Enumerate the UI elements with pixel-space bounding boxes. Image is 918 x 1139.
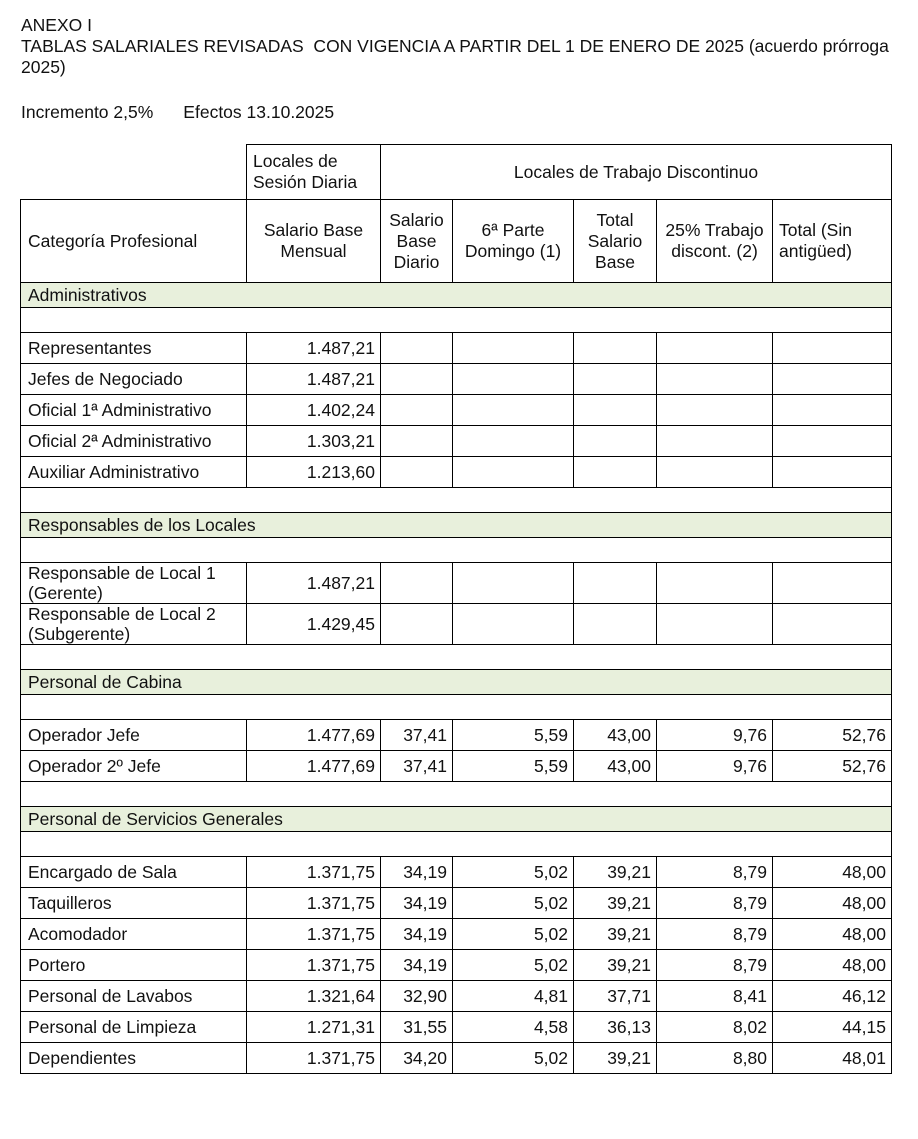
column-header-daily-base: Salario Base Diario (381, 200, 453, 283)
table-row (21, 333, 892, 364)
category-cell: Oficial 2ª Administrativo (21, 426, 247, 457)
total-cell: 48,00 (773, 888, 892, 919)
column-header-sunday-part: 6ª Parte Domingo (1) (453, 200, 574, 283)
category-cell: Operador Jefe (21, 720, 247, 751)
sunday-part-cell (453, 333, 574, 364)
sunday-part-cell: 4,81 (453, 981, 574, 1012)
daily-base-cell (381, 395, 453, 426)
section-row (21, 513, 892, 538)
monthly-base-cell: 1.371,75 (247, 919, 381, 950)
total-cell (773, 457, 892, 488)
total-cell: 48,00 (773, 950, 892, 981)
discontinuous-25-cell: 8,80 (657, 1043, 773, 1074)
column-header-category: Categoría Profesional (21, 200, 247, 283)
total-cell: 46,12 (773, 981, 892, 1012)
discontinuous-25-cell (657, 364, 773, 395)
sunday-part-cell (453, 364, 574, 395)
sunday-part-cell (453, 604, 574, 645)
spacer-cell (21, 645, 892, 670)
discontinuous-25-cell (657, 333, 773, 364)
discontinuous-25-cell: 9,76 (657, 751, 773, 782)
table-row (21, 426, 892, 457)
table-row (21, 857, 892, 888)
section-row (21, 670, 892, 695)
discontinuous-25-cell (657, 457, 773, 488)
total-cell (773, 364, 892, 395)
total-base-cell: 39,21 (574, 888, 657, 919)
spacer-row (21, 645, 892, 670)
total-base-cell: 39,21 (574, 950, 657, 981)
spacer-cell (21, 832, 892, 857)
table-row (21, 981, 892, 1012)
category-cell: Acomodador (21, 919, 247, 950)
spacer-row (21, 538, 892, 563)
monthly-base-cell: 1.487,21 (247, 364, 381, 395)
category-cell: Responsable de Local 1 (Gerente) (21, 563, 247, 604)
daily-base-cell (381, 563, 453, 604)
total-base-cell (574, 395, 657, 426)
monthly-base-cell: 1.487,21 (247, 333, 381, 364)
total-base-cell (574, 426, 657, 457)
discontinuous-25-cell: 8,02 (657, 1012, 773, 1043)
total-cell: 48,01 (773, 1043, 892, 1074)
total-base-cell (574, 333, 657, 364)
document-heading (21, 15, 901, 78)
group-header-discontinuous: Locales de Trabajo Discontinuo (381, 145, 892, 200)
group-header-daily: Locales de Sesión Diaria (247, 145, 381, 200)
spacer-row (21, 832, 892, 857)
sunday-part-cell: 5,02 (453, 950, 574, 981)
table-body (21, 283, 892, 1074)
total-cell: 48,00 (773, 919, 892, 950)
sunday-part-cell: 5,02 (453, 857, 574, 888)
column-header-monthly-base: Salario Base Mensual (247, 200, 381, 283)
daily-base-cell: 31,55 (381, 1012, 453, 1043)
total-cell (773, 426, 892, 457)
spacer-cell (21, 308, 892, 333)
sunday-part-cell (453, 563, 574, 604)
table-row (21, 751, 892, 782)
section-row (21, 807, 892, 832)
section-row (21, 283, 892, 308)
daily-base-cell: 32,90 (381, 981, 453, 1012)
monthly-base-cell: 1.371,75 (247, 888, 381, 919)
category-cell: Auxiliar Administrativo (21, 457, 247, 488)
monthly-base-cell: 1.402,24 (247, 395, 381, 426)
table-row (21, 919, 892, 950)
monthly-base-cell: 1.477,69 (247, 751, 381, 782)
total-cell: 52,76 (773, 751, 892, 782)
category-cell: Encargado de Sala (21, 857, 247, 888)
table-row (21, 888, 892, 919)
total-base-cell (574, 563, 657, 604)
total-base-cell: 43,00 (574, 751, 657, 782)
category-cell: Dependientes (21, 1043, 247, 1074)
monthly-base-cell: 1.271,31 (247, 1012, 381, 1043)
monthly-base-cell: 1.429,45 (247, 604, 381, 645)
salary-table (20, 144, 892, 1074)
column-header-total-base: Total Salario Base (574, 200, 657, 283)
total-base-cell: 39,21 (574, 857, 657, 888)
daily-base-cell: 34,19 (381, 950, 453, 981)
section-title: Administrativos (21, 283, 892, 308)
column-header-total: Total (Sin antigüed) (773, 200, 892, 283)
category-cell: Representantes (21, 333, 247, 364)
sunday-part-cell (453, 395, 574, 426)
total-base-cell (574, 457, 657, 488)
table-row (21, 1012, 892, 1043)
discontinuous-25-cell: 8,79 (657, 950, 773, 981)
daily-base-cell (381, 604, 453, 645)
category-cell: Personal de Lavabos (21, 981, 247, 1012)
total-cell: 52,76 (773, 720, 892, 751)
spacer-cell (21, 695, 892, 720)
category-cell: Taquilleros (21, 888, 247, 919)
daily-base-cell (381, 333, 453, 364)
daily-base-cell: 37,41 (381, 720, 453, 751)
monthly-base-cell: 1.213,60 (247, 457, 381, 488)
discontinuous-25-cell (657, 563, 773, 604)
document-title: TABLAS SALARIALES REVISADAS CON VIGENCIA A PARTIR DEL 1 DE ENERO DE 2025 (acuerdo prórroga 2025) (21, 36, 899, 77)
total-base-cell: 39,21 (574, 1043, 657, 1074)
spacer-cell (21, 538, 892, 563)
total-base-cell: 37,71 (574, 981, 657, 1012)
sunday-part-cell: 5,02 (453, 919, 574, 950)
category-cell: Responsable de Local 2 (Subgerente) (21, 604, 247, 645)
total-cell (773, 333, 892, 364)
sunday-part-cell: 4,58 (453, 1012, 574, 1043)
total-cell: 48,00 (773, 857, 892, 888)
sunday-part-cell (453, 426, 574, 457)
increment-label: Incremento 2,5% (21, 102, 154, 122)
total-base-cell (574, 604, 657, 645)
monthly-base-cell: 1.371,75 (247, 950, 381, 981)
monthly-base-cell: 1.371,75 (247, 857, 381, 888)
total-base-cell: 39,21 (574, 919, 657, 950)
discontinuous-25-cell: 9,76 (657, 720, 773, 751)
discontinuous-25-cell (657, 395, 773, 426)
sunday-part-cell: 5,02 (453, 1043, 574, 1074)
category-cell: Operador 2º Jefe (21, 751, 247, 782)
document-meta (21, 102, 334, 123)
monthly-base-cell: 1.303,21 (247, 426, 381, 457)
discontinuous-25-cell (657, 604, 773, 645)
empty-corner (21, 145, 247, 200)
discontinuous-25-cell: 8,41 (657, 981, 773, 1012)
daily-base-cell: 37,41 (381, 751, 453, 782)
table-row (21, 563, 892, 604)
category-cell: Portero (21, 950, 247, 981)
daily-base-cell: 34,19 (381, 919, 453, 950)
total-cell (773, 395, 892, 426)
sunday-part-cell: 5,59 (453, 720, 574, 751)
monthly-base-cell: 1.487,21 (247, 563, 381, 604)
discontinuous-25-cell: 8,79 (657, 857, 773, 888)
category-cell: Jefes de Negociado (21, 364, 247, 395)
spacer-row (21, 488, 892, 513)
spacer-row (21, 695, 892, 720)
daily-base-cell (381, 457, 453, 488)
discontinuous-25-cell: 8,79 (657, 919, 773, 950)
total-base-cell (574, 364, 657, 395)
annex-label: ANEXO I (21, 15, 92, 35)
column-header-discontinuous-25: 25% Trabajo discont. (2) (657, 200, 773, 283)
total-base-cell: 36,13 (574, 1012, 657, 1043)
spacer-cell (21, 782, 892, 807)
category-cell: Oficial 1ª Administrativo (21, 395, 247, 426)
daily-base-cell (381, 364, 453, 395)
table-row (21, 364, 892, 395)
daily-base-cell: 34,19 (381, 888, 453, 919)
sunday-part-cell: 5,02 (453, 888, 574, 919)
category-cell: Personal de Limpieza (21, 1012, 247, 1043)
discontinuous-25-cell (657, 426, 773, 457)
sunday-part-cell (453, 457, 574, 488)
discontinuous-25-cell: 8,79 (657, 888, 773, 919)
section-title: Personal de Cabina (21, 670, 892, 695)
sunday-part-cell: 5,59 (453, 751, 574, 782)
table-row (21, 395, 892, 426)
total-cell: 44,15 (773, 1012, 892, 1043)
monthly-base-cell: 1.477,69 (247, 720, 381, 751)
monthly-base-cell: 1.371,75 (247, 1043, 381, 1074)
total-cell (773, 563, 892, 604)
effects-label: Efectos 13.10.2025 (183, 102, 335, 122)
monthly-base-cell: 1.321,64 (247, 981, 381, 1012)
spacer-cell (21, 488, 892, 513)
daily-base-cell (381, 426, 453, 457)
table-row (21, 950, 892, 981)
total-cell (773, 604, 892, 645)
table-row (21, 720, 892, 751)
spacer-row (21, 308, 892, 333)
spacer-row (21, 782, 892, 807)
table-row (21, 457, 892, 488)
daily-base-cell: 34,20 (381, 1043, 453, 1074)
section-title: Responsables de los Locales (21, 513, 892, 538)
total-base-cell: 43,00 (574, 720, 657, 751)
daily-base-cell: 34,19 (381, 857, 453, 888)
table-row (21, 604, 892, 645)
table-row (21, 1043, 892, 1074)
section-title: Personal de Servicios Generales (21, 807, 892, 832)
